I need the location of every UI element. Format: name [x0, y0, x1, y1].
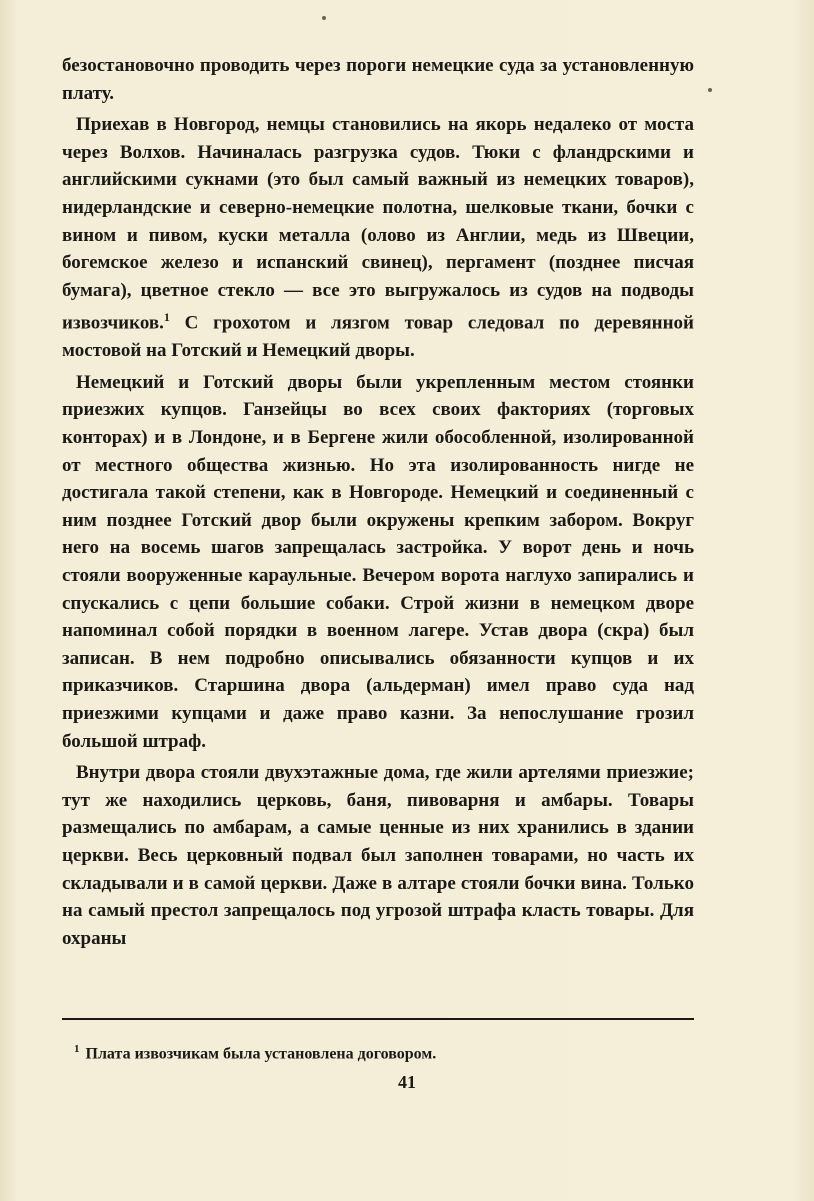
paragraph-2-text-b: С грохотом и лязгом товар следовал по деревянной мостовой на Готский и Немецкий дворы.	[62, 312, 694, 362]
speck-mark	[708, 88, 712, 92]
paragraph-2	[62, 111, 694, 365]
main-text	[62, 52, 694, 952]
footnote-reference: 1	[163, 310, 170, 325]
speck-mark	[322, 16, 326, 20]
footnote-text: Плата извозчикам была установлена договором.	[85, 1045, 437, 1063]
paragraph-2-text-a: Приехав в Новгород, немцы становились на якорь недалеко от моста через Волхов. Начиналась разгрузка судов. Тюки с фландрскими и английскими сукнами (это был самый важный из немецких товаров), нидерландские и северно-немецкие полотна, шелковые ткани, бочки с вином и пивом, куски металла (олово из Англии, медь из Швеции, богемское железо и испанский свинец), пергамент (позднее писчая бумага), цветное стекло — все это выгружалось из судов на подводы извозчиков.	[62, 114, 694, 334]
paragraph-1: безостановочно проводить через пороги немецкие суда за установленную плату.	[62, 55, 694, 104]
paragraph-4: Внутри двора стояли двухэтажные дома, где жили артелями приезжие; тут же находились церковь, баня, пивоварня и амбары. Товары размещались по амбарам, а самые ценные из них хранились в здании церкви. Весь церковный подвал был заполнен товарами, но часть их складывали и в самой церкви. Даже в алтаре стояли бочки вина. Только на самый престол запрещалось под угрозой штрафа класть товары. Для охраны	[62, 762, 694, 949]
footnote-mark: 1	[74, 1043, 80, 1055]
footnote-divider	[62, 1018, 694, 1020]
paragraph-3: Немецкий и Готский дворы были укрепленным местом стоянки приезжих купцов. Ганзейцы во всех своих факториях (торговых конторах) и в Лондоне, и в Бергене жили обособленной, изолированной от местного общества жизнью. Но эта изолированность нигде не достигала такой степени, как в Новгороде. Немецкий и соединенный с ним позднее Готский двор были окружены крепким забором. Вокруг него на восемь шагов запрещалась застройка. У ворот день и ночь стояли вооруженные караульные. Вечером ворота наглухо запирались и спускались с цепи большие собаки. Строй жизни в немецком дворе напоминал собой порядки в военном лагере. Устав двора (скра) был записан. В нем подробно описывались обязанности купцов и их приказчиков. Старшина двора (альдерман) имел право суда над приезжими купцами и даже право казни. За непослушание грозил большой штраф.	[62, 371, 694, 752]
page-number: 41	[398, 1072, 416, 1092]
footnote	[74, 1038, 694, 1065]
